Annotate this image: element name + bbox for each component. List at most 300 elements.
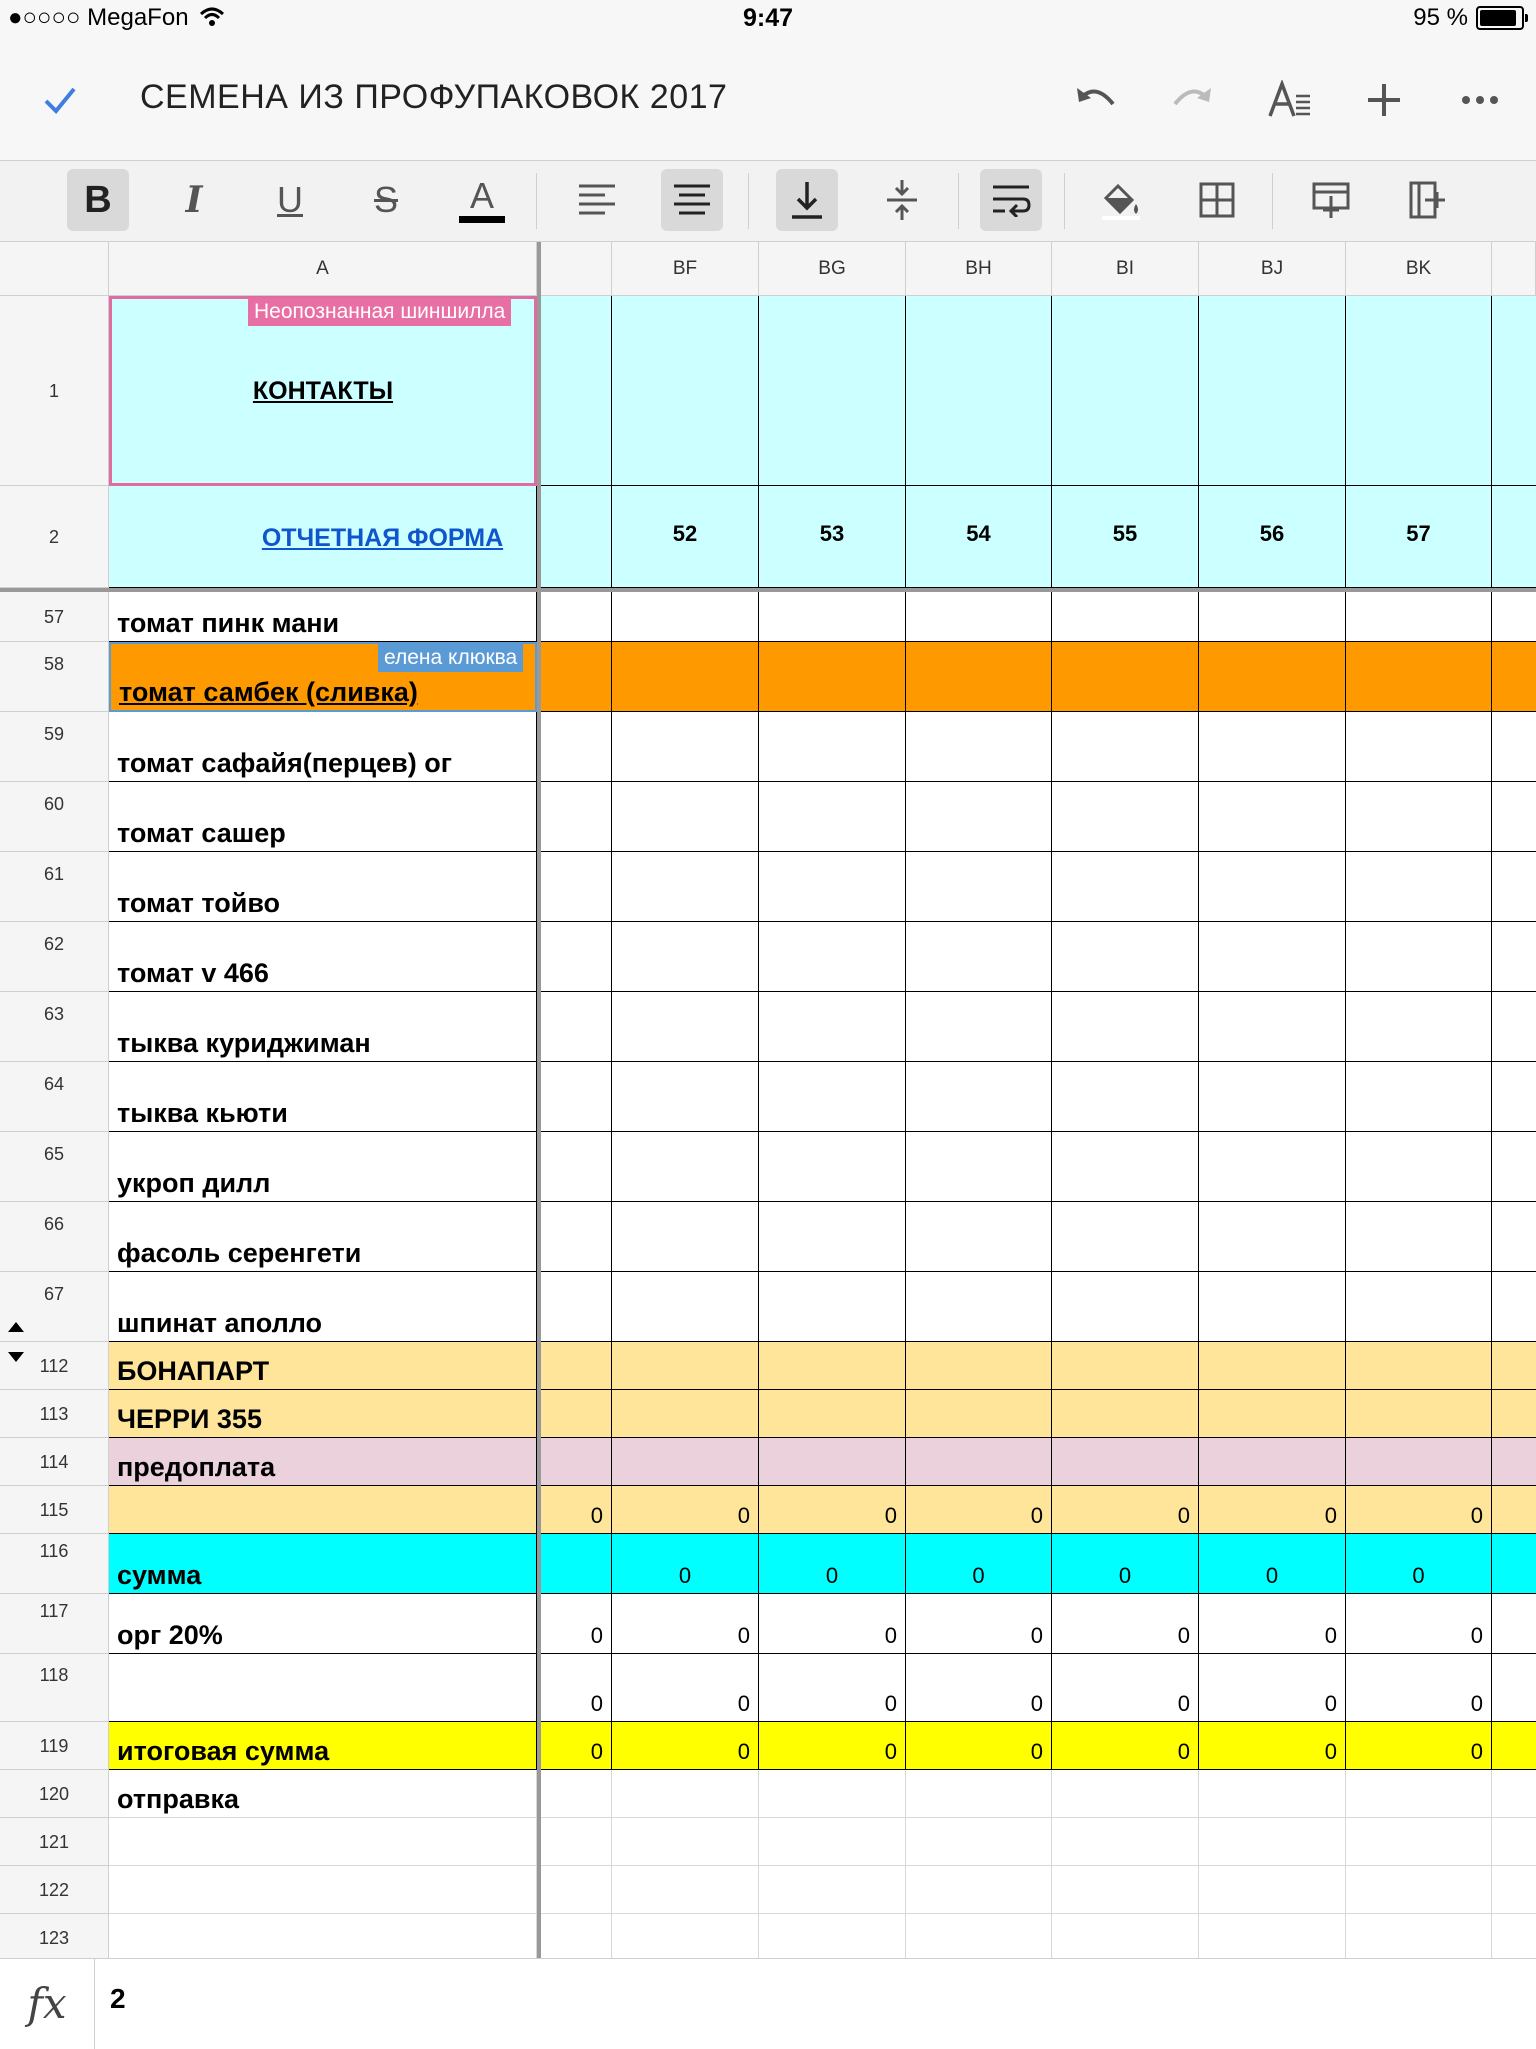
- bold-button[interactable]: B: [67, 169, 129, 231]
- cell-item-name[interactable]: [109, 1818, 537, 1866]
- grid-cell[interactable]: [1052, 296, 1199, 486]
- grid-cell[interactable]: [759, 1342, 906, 1390]
- grid-cell[interactable]: [1052, 1534, 1199, 1594]
- grid-cell[interactable]: [759, 1062, 906, 1132]
- grid-cell[interactable]: [906, 1390, 1052, 1438]
- cell-text: ЧЕРРИ 355: [117, 1404, 262, 1434]
- grid-cell[interactable]: [612, 992, 759, 1062]
- grid-cell[interactable]: [759, 1132, 906, 1202]
- grid-cell[interactable]: [1492, 486, 1536, 588]
- fill-color-icon[interactable]: [1090, 169, 1152, 231]
- grid-cell[interactable]: [906, 1438, 1052, 1486]
- row-number[interactable]: 62: [0, 922, 109, 992]
- grid-cell[interactable]: [906, 1202, 1052, 1272]
- grid-cell[interactable]: [1052, 1654, 1199, 1722]
- grid-cell[interactable]: [1492, 782, 1536, 852]
- grid-cell[interactable]: [906, 992, 1052, 1062]
- grid-cell[interactable]: [612, 1202, 759, 1272]
- row-number[interactable]: 123: [0, 1914, 109, 1958]
- grid-cell[interactable]: [1052, 1132, 1199, 1202]
- grid-cell[interactable]: [906, 1722, 1052, 1770]
- insert-column-icon[interactable]: [1396, 169, 1458, 231]
- grid-cell[interactable]: [1199, 852, 1346, 922]
- grid-cell[interactable]: [541, 852, 612, 922]
- grid-cell[interactable]: [1492, 1438, 1536, 1486]
- grid-cell[interactable]: [612, 712, 759, 782]
- grid-cell[interactable]: [1052, 852, 1199, 922]
- grid-cell[interactable]: [759, 1866, 906, 1914]
- grid-cell[interactable]: [1199, 1438, 1346, 1486]
- grid-cell[interactable]: [1199, 1272, 1346, 1342]
- cell-item-name[interactable]: [109, 922, 537, 992]
- cell-value: 0: [1118, 1563, 1132, 1588]
- grid-cell[interactable]: [1492, 1486, 1536, 1534]
- grid-cell[interactable]: [612, 1062, 759, 1132]
- grid-cell[interactable]: [1346, 486, 1492, 588]
- grid-cell[interactable]: [612, 1390, 759, 1438]
- grid-cell[interactable]: [612, 1770, 759, 1818]
- grid-cell[interactable]: [1492, 1390, 1536, 1438]
- row-number[interactable]: 63: [0, 992, 109, 1062]
- grid-cell[interactable]: [1199, 296, 1346, 486]
- underline-button[interactable]: U: [277, 179, 303, 220]
- grid-cell[interactable]: [541, 992, 612, 1062]
- grid-cell[interactable]: [1052, 486, 1199, 588]
- grid-cell[interactable]: [541, 1818, 612, 1866]
- grid-cell[interactable]: [906, 1534, 1052, 1594]
- grid-cell[interactable]: [1346, 1866, 1492, 1914]
- grid-cell[interactable]: [1492, 1722, 1536, 1770]
- cell-item-name[interactable]: [109, 852, 537, 922]
- cell-item-name[interactable]: [109, 1132, 537, 1202]
- grid-cell[interactable]: [906, 1654, 1052, 1722]
- grid-cell[interactable]: [759, 1202, 906, 1272]
- grid-cell[interactable]: [541, 1272, 612, 1342]
- grid-cell[interactable]: [1492, 712, 1536, 782]
- spreadsheet-grid[interactable]: [0, 242, 1536, 1958]
- row-number[interactable]: 61: [0, 852, 109, 922]
- cell-item-name[interactable]: [109, 1722, 537, 1770]
- grid-cell[interactable]: [1346, 1486, 1492, 1534]
- grid-cell[interactable]: [906, 1770, 1052, 1818]
- grid-cell[interactable]: [1346, 922, 1492, 992]
- grid-cell[interactable]: [541, 1534, 612, 1594]
- toolbar-divider: [1064, 173, 1065, 229]
- grid-cell[interactable]: [612, 1272, 759, 1342]
- cell-text: сумма: [117, 1560, 202, 1590]
- column-header[interactable]: BG: [759, 242, 906, 296]
- grid-cell[interactable]: [612, 1132, 759, 1202]
- cell-item-name[interactable]: [109, 1390, 537, 1438]
- grid-cell[interactable]: [1199, 782, 1346, 852]
- grid-cell[interactable]: [541, 296, 612, 486]
- report-form-link[interactable]: ОТЧЕТНАЯ ФОРМА: [261, 524, 504, 552]
- grid-cell[interactable]: [541, 782, 612, 852]
- redo-icon[interactable]: [1162, 70, 1222, 130]
- grid-cell[interactable]: [541, 1770, 612, 1818]
- plus-icon[interactable]: [1354, 70, 1414, 130]
- grid-cell[interactable]: [1199, 1654, 1346, 1722]
- checkmark-icon[interactable]: [30, 70, 90, 130]
- grid-cell[interactable]: [906, 296, 1052, 486]
- grid-cell[interactable]: [1199, 992, 1346, 1062]
- row-number[interactable]: 67: [0, 1272, 109, 1342]
- grid-cell[interactable]: [1052, 1818, 1199, 1866]
- grid-cell[interactable]: [1346, 1722, 1492, 1770]
- grid-cell[interactable]: [906, 1342, 1052, 1390]
- grid-cell[interactable]: [612, 592, 759, 642]
- grid-cell[interactable]: [1346, 1770, 1492, 1818]
- grid-cell[interactable]: [1346, 1202, 1492, 1272]
- grid-cell[interactable]: [541, 1722, 612, 1770]
- cell-item-name[interactable]: [109, 1342, 537, 1390]
- grid-cell[interactable]: [541, 1438, 612, 1486]
- column-header-hidden[interactable]: [541, 242, 612, 296]
- frozen-column-divider[interactable]: [537, 242, 541, 1958]
- cell-item-name[interactable]: [109, 1534, 537, 1594]
- grid-cell[interactable]: [1052, 1914, 1199, 1958]
- cell-text: томат сафайя(перцев) ог: [117, 748, 452, 778]
- grid-cell[interactable]: [1346, 592, 1492, 642]
- frozen-row-divider[interactable]: [0, 588, 1536, 592]
- grid-cell[interactable]: [759, 592, 906, 642]
- row-number[interactable]: 59: [0, 712, 109, 782]
- row-number[interactable]: 118: [0, 1654, 109, 1722]
- undo-icon[interactable]: [1066, 70, 1126, 130]
- grid-cell[interactable]: [1199, 592, 1346, 642]
- grid-cell[interactable]: [759, 1722, 906, 1770]
- align-left-icon[interactable]: [566, 169, 628, 231]
- row-number[interactable]: 122: [0, 1866, 109, 1914]
- grid-cell[interactable]: [612, 852, 759, 922]
- grid-cell[interactable]: [1052, 712, 1199, 782]
- grid-cell[interactable]: [1346, 1390, 1492, 1438]
- grid-cell[interactable]: [1052, 782, 1199, 852]
- grid-cell[interactable]: [612, 642, 759, 712]
- grid-cell[interactable]: [541, 1062, 612, 1132]
- grid-cell[interactable]: [1199, 1594, 1346, 1654]
- grid-cell[interactable]: [906, 1062, 1052, 1132]
- grid-cell[interactable]: [759, 1594, 906, 1654]
- row-number[interactable]: 2: [0, 486, 109, 588]
- row-number[interactable]: 57: [0, 592, 109, 642]
- grid-cell[interactable]: [906, 852, 1052, 922]
- grid-cell[interactable]: [1052, 642, 1199, 712]
- grid-cell[interactable]: [1346, 782, 1492, 852]
- grid-cell[interactable]: [1346, 1272, 1492, 1342]
- grid-cell[interactable]: [1199, 1534, 1346, 1594]
- grid-cell[interactable]: [1346, 1654, 1492, 1722]
- expand-down-icon[interactable]: [8, 1352, 24, 1362]
- grid-cell[interactable]: [759, 1486, 906, 1534]
- text-color-button[interactable]: [451, 169, 513, 231]
- text-color-swatch: [459, 216, 505, 223]
- toolbar-divider: [958, 173, 959, 229]
- cell-item-name[interactable]: [109, 1770, 537, 1818]
- grid-cell[interactable]: [541, 1914, 612, 1958]
- grid-cell[interactable]: [1492, 1342, 1536, 1390]
- grid-cell[interactable]: [759, 486, 906, 588]
- grid-cell[interactable]: [1346, 296, 1492, 486]
- grid-cell[interactable]: [759, 992, 906, 1062]
- grid-cell[interactable]: [612, 1818, 759, 1866]
- row-number[interactable]: 116: [0, 1534, 109, 1594]
- grid-cell[interactable]: [1492, 1272, 1536, 1342]
- grid-cell[interactable]: [1492, 1594, 1536, 1654]
- row-number[interactable]: 58: [0, 642, 109, 712]
- grid-cell[interactable]: [1492, 296, 1536, 486]
- grid-cell[interactable]: [906, 1486, 1052, 1534]
- grid-cell[interactable]: [1346, 642, 1492, 712]
- grid-cell[interactable]: [1199, 1866, 1346, 1914]
- cell-value: 0: [1177, 1503, 1190, 1528]
- grid-cell[interactable]: [1199, 1202, 1346, 1272]
- grid-cell[interactable]: [541, 1132, 612, 1202]
- grid-cell[interactable]: [1492, 592, 1536, 642]
- column-header[interactable]: A: [109, 242, 537, 296]
- grid-cell[interactable]: [759, 1438, 906, 1486]
- grid-cell[interactable]: [612, 1914, 759, 1958]
- cell-item-name[interactable]: [109, 1062, 537, 1132]
- row-number[interactable]: 113: [0, 1390, 109, 1438]
- row-number[interactable]: 66: [0, 1202, 109, 1272]
- grid-cell[interactable]: [759, 296, 906, 486]
- column-header[interactable]: BK: [1346, 242, 1492, 296]
- grid-cell[interactable]: [1346, 1534, 1492, 1594]
- grid-cell[interactable]: [541, 1594, 612, 1654]
- grid-cell[interactable]: [1052, 1342, 1199, 1390]
- grid-cell[interactable]: [1052, 1770, 1199, 1818]
- grid-cell[interactable]: [1052, 1594, 1199, 1654]
- grid-cell[interactable]: [759, 1390, 906, 1438]
- grid-cell[interactable]: [1199, 1062, 1346, 1132]
- strikethrough-button[interactable]: S: [373, 179, 398, 220]
- grid-cell[interactable]: [906, 1272, 1052, 1342]
- grid-cell[interactable]: [1346, 1342, 1492, 1390]
- grid-cell[interactable]: [906, 1818, 1052, 1866]
- cell-report-form[interactable]: [109, 486, 537, 588]
- grid-cell[interactable]: [1199, 486, 1346, 588]
- align-center-icon[interactable]: [661, 169, 723, 231]
- grid-cell[interactable]: [906, 782, 1052, 852]
- grid-cell[interactable]: [1052, 992, 1199, 1062]
- grid-cell[interactable]: [612, 1534, 759, 1594]
- grid-cell[interactable]: [1492, 642, 1536, 712]
- cell-text: тыква кьюти: [117, 1098, 288, 1128]
- cell-item-name[interactable]: [109, 592, 537, 642]
- grid-cell[interactable]: [759, 1914, 906, 1958]
- grid-cell[interactable]: [1199, 712, 1346, 782]
- row-number[interactable]: 1: [0, 296, 109, 486]
- grid-cell[interactable]: [1492, 1866, 1536, 1914]
- grid-cell[interactable]: [1052, 1272, 1199, 1342]
- grid-cell[interactable]: [612, 486, 759, 588]
- text-format-icon[interactable]: [1260, 70, 1320, 130]
- cell-item-name[interactable]: [109, 1202, 537, 1272]
- grid-cell[interactable]: [759, 1654, 906, 1722]
- grid-cell[interactable]: [906, 592, 1052, 642]
- grid-cell[interactable]: [1199, 1722, 1346, 1770]
- grid-cell[interactable]: [1199, 1770, 1346, 1818]
- grid-cell[interactable]: [759, 922, 906, 992]
- grid-cell[interactable]: [1346, 1914, 1492, 1958]
- grid-cell[interactable]: [1199, 1390, 1346, 1438]
- grid-cell[interactable]: [612, 782, 759, 852]
- grid-cell[interactable]: [1492, 1818, 1536, 1866]
- column-header[interactable]: BI: [1052, 242, 1199, 296]
- grid-cell[interactable]: [541, 1654, 612, 1722]
- grid-cell[interactable]: [1492, 1132, 1536, 1202]
- row-number[interactable]: 120: [0, 1770, 109, 1818]
- grid-cell[interactable]: [1199, 642, 1346, 712]
- grid-cell[interactable]: [759, 1534, 906, 1594]
- grid-cell[interactable]: [541, 1342, 612, 1390]
- grid-cell[interactable]: [1199, 1486, 1346, 1534]
- column-header[interactable]: BJ: [1199, 242, 1346, 296]
- grid-cell[interactable]: [612, 1866, 759, 1914]
- grid-cell[interactable]: [1052, 1438, 1199, 1486]
- grid-cell[interactable]: [612, 296, 759, 486]
- cell-item-name[interactable]: [109, 1654, 537, 1722]
- grid-cell[interactable]: [1492, 1062, 1536, 1132]
- grid-cell[interactable]: [1492, 1654, 1536, 1722]
- grid-cell[interactable]: [541, 1202, 612, 1272]
- row-number[interactable]: 65: [0, 1132, 109, 1202]
- cell-item-name[interactable]: [109, 1914, 537, 1958]
- grid-cell[interactable]: [1346, 992, 1492, 1062]
- grid-cell[interactable]: [1199, 1132, 1346, 1202]
- grid-cell[interactable]: [612, 922, 759, 992]
- formula-bar: [0, 1958, 1536, 2049]
- grid-cell[interactable]: [1492, 852, 1536, 922]
- grid-cell[interactable]: [1052, 592, 1199, 642]
- cell-item-name[interactable]: [109, 1594, 537, 1654]
- grid-cell[interactable]: [906, 1594, 1052, 1654]
- collapse-up-icon[interactable]: [8, 1322, 24, 1332]
- grid-cell[interactable]: [1492, 1202, 1536, 1272]
- grid-cell[interactable]: [1052, 1390, 1199, 1438]
- grid-cell[interactable]: [541, 1866, 612, 1914]
- grid-cell[interactable]: [1052, 1202, 1199, 1272]
- align-middle-icon[interactable]: [871, 169, 933, 231]
- grid-cell[interactable]: [759, 1770, 906, 1818]
- grid-cell[interactable]: [612, 1594, 759, 1654]
- grid-cell[interactable]: [906, 922, 1052, 992]
- borders-icon[interactable]: [1186, 169, 1248, 231]
- row-number[interactable]: 117: [0, 1594, 109, 1654]
- cell-value: 0: [1030, 1739, 1043, 1764]
- grid-cell[interactable]: [1199, 922, 1346, 992]
- cell-item-name[interactable]: [109, 1438, 537, 1486]
- grid-cell[interactable]: [1492, 992, 1536, 1062]
- grid-cell[interactable]: [541, 1390, 612, 1438]
- row-number[interactable]: 112: [0, 1342, 109, 1390]
- grid-cell[interactable]: [612, 1438, 759, 1486]
- cell-item-name[interactable]: [109, 992, 537, 1062]
- grid-cell[interactable]: [759, 1818, 906, 1866]
- text-color-label: A: [469, 174, 494, 216]
- grid-cell[interactable]: [1346, 712, 1492, 782]
- contacts-link[interactable]: КОНТАКТЫ: [252, 377, 394, 405]
- row-number[interactable]: 60: [0, 782, 109, 852]
- cell-item-name[interactable]: [109, 712, 537, 782]
- grid-cell[interactable]: [1346, 1132, 1492, 1202]
- cell-item-name[interactable]: [109, 1272, 537, 1342]
- grid-cell[interactable]: [541, 486, 612, 588]
- grid-cell[interactable]: [759, 852, 906, 922]
- grid-cell[interactable]: [1346, 1438, 1492, 1486]
- grid-cell[interactable]: [1199, 1818, 1346, 1866]
- grid-cell[interactable]: [906, 712, 1052, 782]
- grid-cell[interactable]: [1052, 1866, 1199, 1914]
- grid-cell[interactable]: [1052, 1062, 1199, 1132]
- formula-input[interactable]: 2: [110, 1983, 126, 2014]
- grid-cell[interactable]: [759, 782, 906, 852]
- cell-item-name[interactable]: [109, 1866, 537, 1914]
- grid-cell[interactable]: [1346, 852, 1492, 922]
- grid-cell[interactable]: [906, 642, 1052, 712]
- grid-cell[interactable]: [906, 486, 1052, 588]
- formula-fx-icon: fx: [0, 1959, 95, 2049]
- wrap-text-icon[interactable]: [980, 169, 1042, 231]
- grid-cell[interactable]: [612, 1342, 759, 1390]
- grid-cell[interactable]: [541, 712, 612, 782]
- grid-cell[interactable]: [612, 1654, 759, 1722]
- row-number[interactable]: 64: [0, 1062, 109, 1132]
- grid-cell[interactable]: [1052, 922, 1199, 992]
- grid-cell[interactable]: [1492, 1770, 1536, 1818]
- grid-cell[interactable]: [906, 1132, 1052, 1202]
- grid-cell[interactable]: [1492, 1534, 1536, 1594]
- grid-cell[interactable]: [1199, 1342, 1346, 1390]
- cell-value: 0: [1470, 1739, 1483, 1764]
- column-header[interactable]: BF: [612, 242, 759, 296]
- grid-cell[interactable]: [612, 1486, 759, 1534]
- grid-cell[interactable]: [1346, 1594, 1492, 1654]
- grid-cell[interactable]: [541, 642, 612, 712]
- column-header[interactable]: [1492, 242, 1536, 296]
- grid-cell[interactable]: [1492, 922, 1536, 992]
- align-bottom-icon[interactable]: [776, 169, 838, 231]
- italic-button[interactable]: I: [185, 179, 203, 221]
- grid-cell[interactable]: [1052, 1722, 1199, 1770]
- grid-cell[interactable]: [759, 712, 906, 782]
- cell-item-name[interactable]: [109, 1486, 537, 1534]
- grid-cell[interactable]: [1052, 1486, 1199, 1534]
- grid-cell[interactable]: [541, 922, 612, 992]
- corner-header[interactable]: [0, 242, 109, 296]
- grid-cell[interactable]: [906, 1866, 1052, 1914]
- grid-cell[interactable]: [906, 1914, 1052, 1958]
- row-number[interactable]: 121: [0, 1818, 109, 1866]
- grid-cell[interactable]: [1346, 1818, 1492, 1866]
- grid-cell[interactable]: [759, 1272, 906, 1342]
- grid-cell[interactable]: [1492, 1914, 1536, 1958]
- grid-cell[interactable]: [612, 1722, 759, 1770]
- row-number[interactable]: 119: [0, 1722, 109, 1770]
- column-header[interactable]: BH: [906, 242, 1052, 296]
- grid-cell[interactable]: [1199, 1914, 1346, 1958]
- row-number[interactable]: 114: [0, 1438, 109, 1486]
- grid-cell[interactable]: [759, 642, 906, 712]
- row-number[interactable]: 115: [0, 1486, 109, 1534]
- grid-cell[interactable]: [1346, 1062, 1492, 1132]
- more-icon[interactable]: [1450, 70, 1510, 130]
- insert-row-icon[interactable]: [1300, 169, 1362, 231]
- cell-item-name[interactable]: [109, 782, 537, 852]
- grid-cell[interactable]: [541, 592, 612, 642]
- grid-cell[interactable]: [541, 1486, 612, 1534]
